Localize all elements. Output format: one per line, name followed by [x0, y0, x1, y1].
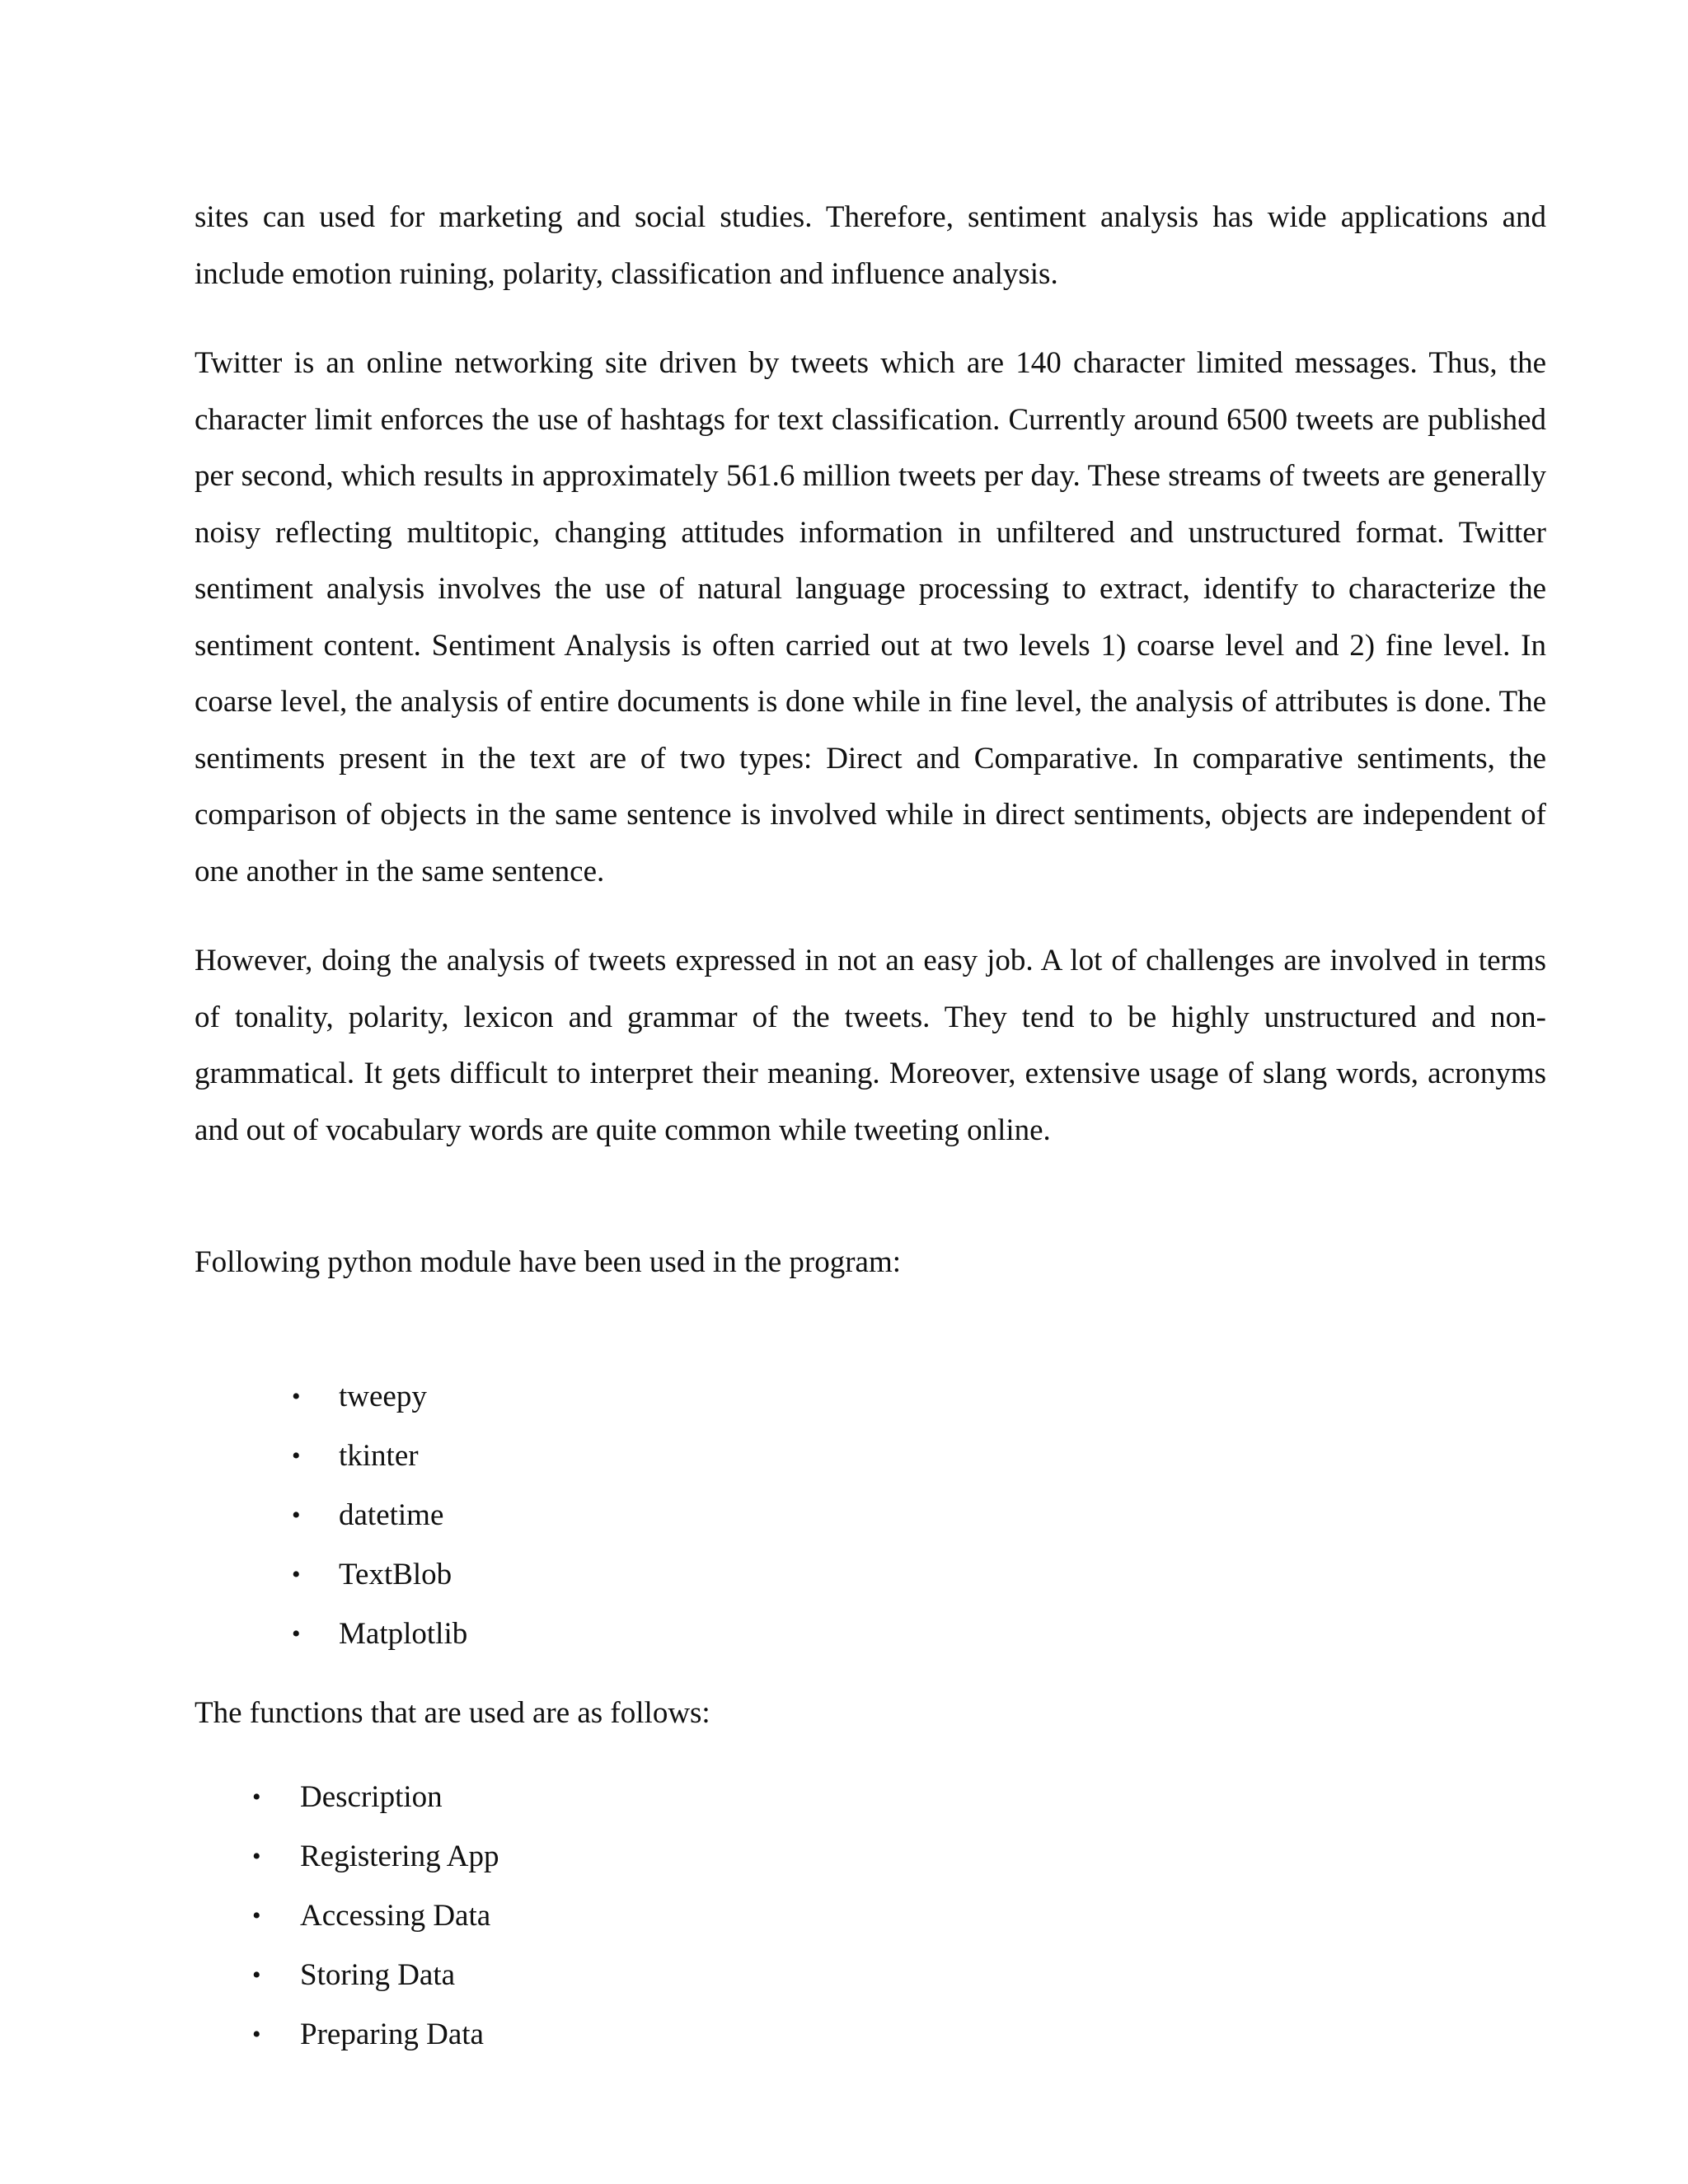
list-item: [195, 1768, 1546, 1827]
bullet-icon: •: [292, 1441, 301, 1469]
paragraph-twitter: Twitter is an online networking site driven by tweets which are 140 character limited messages. Thus, the character limit enforces the use of hashtags for text classification. Currently around 6500 tweets are published per second, which results in approximately 561.6 million tweets per day. These streams of tweets are generally noisy reflecting multitopic, changing attitudes information in unfiltered and unstructured format. Twitter sentiment analysis involves the use of natural language processing to extract, identify to characterize the sentiment content. Sentiment Analysis is often carried out at two levels 1) coarse level and 2) fine level. In coarse level, the analysis of entire documents is done while in fine level, the analysis of attributes is done. The sentiments present in the text are of two types: Direct and Comparative. In comparative sentiments, the comparison of objects in the same sentence is involved while in direct sentiments, objects are independent of one another in the same sentence.: [195, 346, 1546, 888]
module-name: Matplotlib: [339, 1616, 468, 1651]
paragraph-intro: sites can used for marketing and social studies. Therefore, sentiment analysis has wide applications and include emotion ruining, polarity, classification and influence analysis.: [195, 200, 1546, 291]
function-name: Accessing Data: [300, 1899, 491, 1933]
bullet-icon: •: [252, 1961, 261, 1989]
module-name: tkinter: [339, 1438, 419, 1473]
list-item: [195, 1946, 1546, 2005]
list-item: [195, 2005, 1546, 2064]
list-item: [195, 1827, 1546, 1886]
bullet-icon: •: [292, 1382, 301, 1410]
list-item: [195, 1486, 1546, 1545]
bullet-icon: •: [292, 1619, 301, 1647]
paragraph-challenges: However, doing the analysis of tweets expressed in not an easy job. A lot of challenges are involved in terms of tonality, polarity, lexicon and grammar of the tweets. They tend to be highly unstructured and non-grammatical. It gets difficult to interpret their meaning. Moreover, extensive usage of slang words, acronyms and out of vocabulary words are quite common while tweeting online.: [195, 944, 1546, 1147]
page-content: [195, 190, 1546, 2064]
bullet-icon: •: [292, 1560, 301, 1588]
list-item: [195, 1545, 1546, 1605]
list-item: [195, 1886, 1546, 1946]
list-item: [195, 1367, 1546, 1427]
bullet-icon: •: [252, 1902, 261, 1929]
bullet-icon: •: [292, 1501, 301, 1529]
list-item: [195, 1427, 1546, 1486]
function-name: Storing Data: [300, 1958, 456, 1992]
functions-list: [195, 1768, 1546, 2064]
modules-list: [195, 1367, 1546, 1664]
bullet-icon: •: [252, 2021, 261, 2048]
paragraph-modules-heading: Following python module have been used in the program:: [195, 1245, 902, 1279]
paragraph-functions-heading: The functions that are used are as follows:: [195, 1695, 710, 1730]
function-name: Registering App: [300, 1840, 499, 1873]
module-name: TextBlob: [339, 1557, 452, 1591]
function-name: Description: [300, 1780, 443, 1814]
function-name: Preparing Data: [300, 2018, 484, 2051]
module-name: datetime: [339, 1497, 444, 1532]
list-item: [195, 1605, 1546, 1664]
bullet-icon: •: [252, 1843, 261, 1870]
bullet-icon: •: [252, 1783, 261, 1811]
module-name: tweepy: [339, 1379, 427, 1413]
